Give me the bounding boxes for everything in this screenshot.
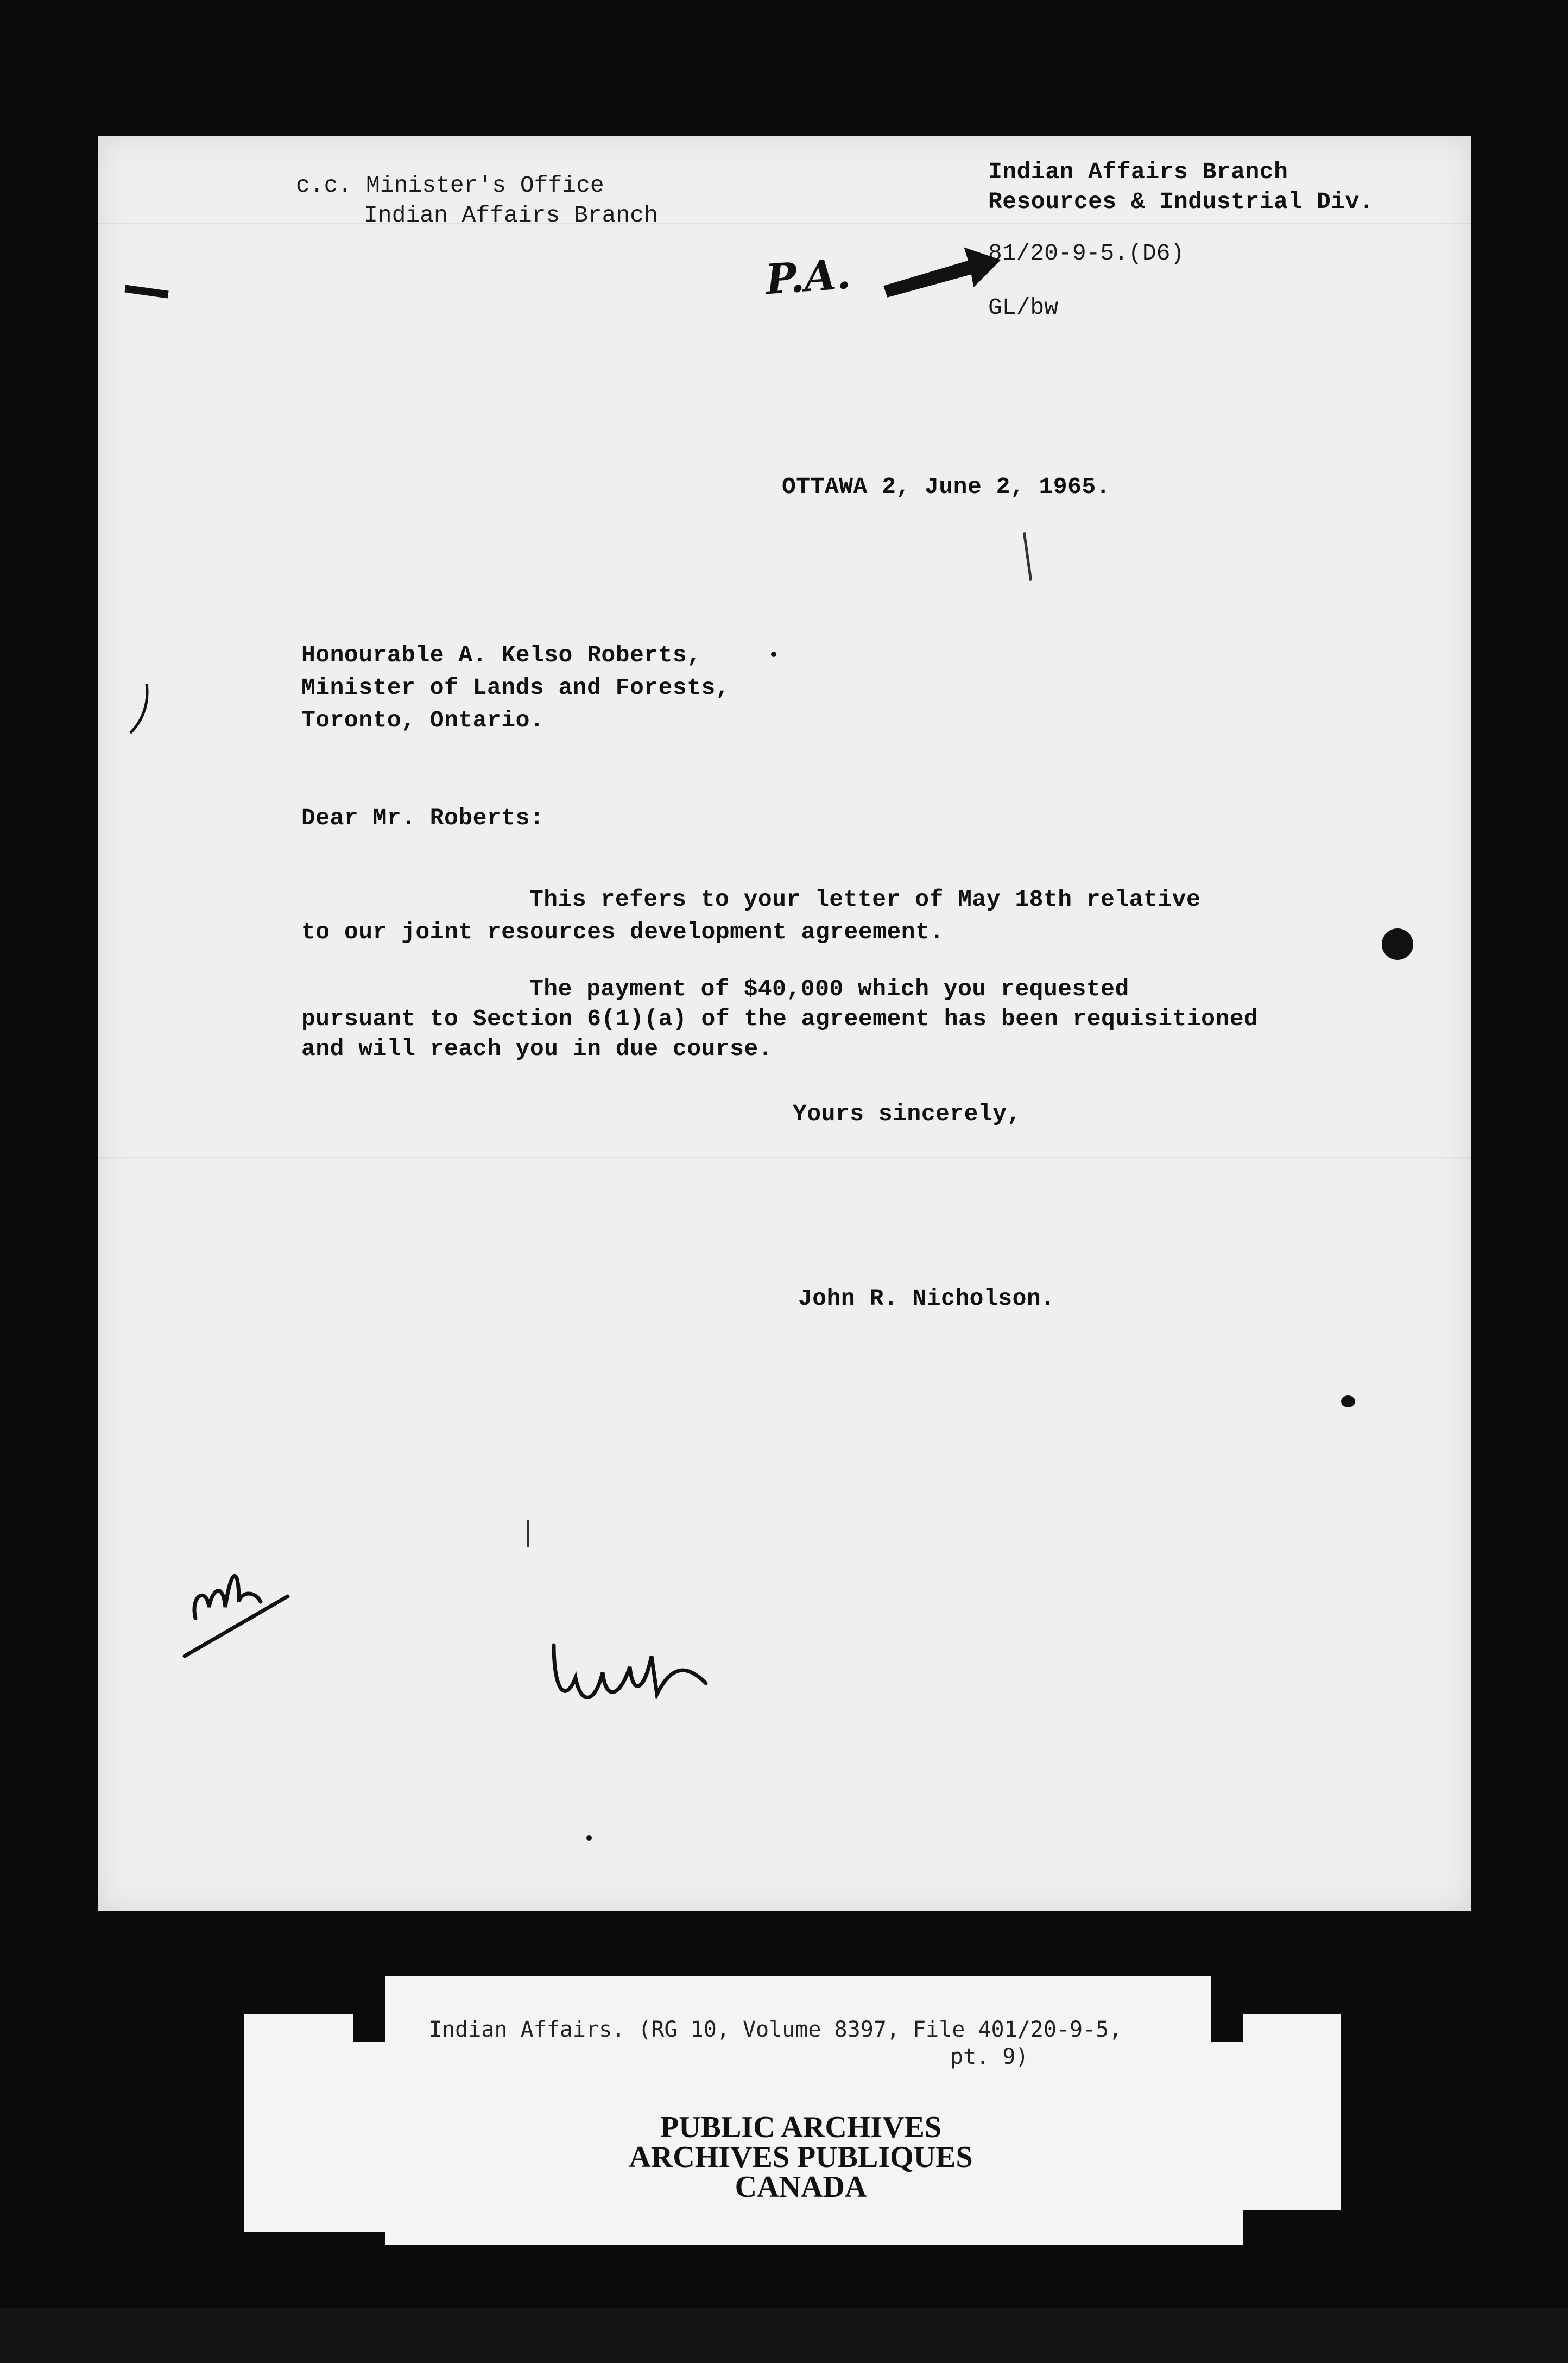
- fold-line-middle: [98, 1157, 1471, 1158]
- pen-stroke: [1023, 532, 1032, 581]
- typist-initials: GL/bw: [988, 294, 1059, 321]
- pen-tick: [527, 1520, 529, 1547]
- margin-check-mark-icon: [125, 679, 157, 744]
- dept-line-2: Resources & Industrial Div.: [988, 188, 1374, 215]
- address-line-1: Honourable A. Kelso Roberts,: [301, 642, 701, 668]
- archive-reference-line-1: Indian Affairs. (RG 10, Volume 8397, File 401/20-9-5,: [429, 2017, 1122, 2042]
- body-para2-line2: pursuant to Section 6(1)(a) of the agreement has been requisitioned: [301, 1006, 1259, 1032]
- archive-country: CANADA: [735, 2170, 867, 2204]
- date-line: OTTAWA 2, June 2, 1965.: [782, 473, 1110, 500]
- address-line-3: Toronto, Ontario.: [301, 707, 545, 734]
- closing: Yours sincerely,: [793, 1101, 1021, 1127]
- address-line-2: Minister of Lands and Forests,: [301, 674, 730, 701]
- body-para1-line2: to our joint resources development agreement.: [301, 919, 944, 945]
- archive-reference-line-2: pt. 9): [950, 2044, 1029, 2069]
- archive-name-en: PUBLIC ARCHIVES: [660, 2111, 942, 2144]
- archive-label-tab-right: [1243, 2014, 1341, 2210]
- pa-stamp: P.A.: [764, 249, 852, 304]
- ink-blot: [1382, 928, 1413, 960]
- dust-speck-1: [771, 652, 776, 657]
- letter-page: [98, 136, 1471, 1911]
- arrow-mark-icon: [880, 242, 1004, 301]
- body-para1-line1: This refers to your letter of May 18th relative: [529, 886, 1201, 913]
- handwritten-initials-center-icon: [543, 1613, 717, 1732]
- body-para2-line1: The payment of $40,000 which you requested: [529, 976, 1129, 1002]
- cc-line-2: Indian Affairs Branch: [364, 202, 658, 229]
- body-para2-line3: and will reach you in due course.: [301, 1035, 773, 1062]
- fold-line-top: [98, 223, 1471, 224]
- archive-name-fr: ARCHIVES PUBLIQUES: [629, 2140, 973, 2174]
- label-notch-right: [1211, 1976, 1243, 2042]
- file-reference: 81/20-9-5.(D6): [988, 240, 1185, 267]
- ink-speck: [1341, 1395, 1355, 1407]
- archive-label-tab-left: [244, 2014, 385, 2232]
- film-edge-strip: [0, 2308, 1568, 2363]
- salutation: Dear Mr. Roberts:: [301, 805, 545, 831]
- cc-line-1: c.c. Minister's Office: [296, 172, 604, 199]
- dept-line-1: Indian Affairs Branch: [988, 159, 1288, 185]
- signature-name: John R. Nicholson.: [798, 1285, 1055, 1312]
- handwritten-initials-left-icon: [179, 1537, 320, 1667]
- label-notch-left: [353, 1976, 385, 2042]
- ink-mark-left: [124, 285, 168, 299]
- dust-speck-2: [586, 1835, 592, 1841]
